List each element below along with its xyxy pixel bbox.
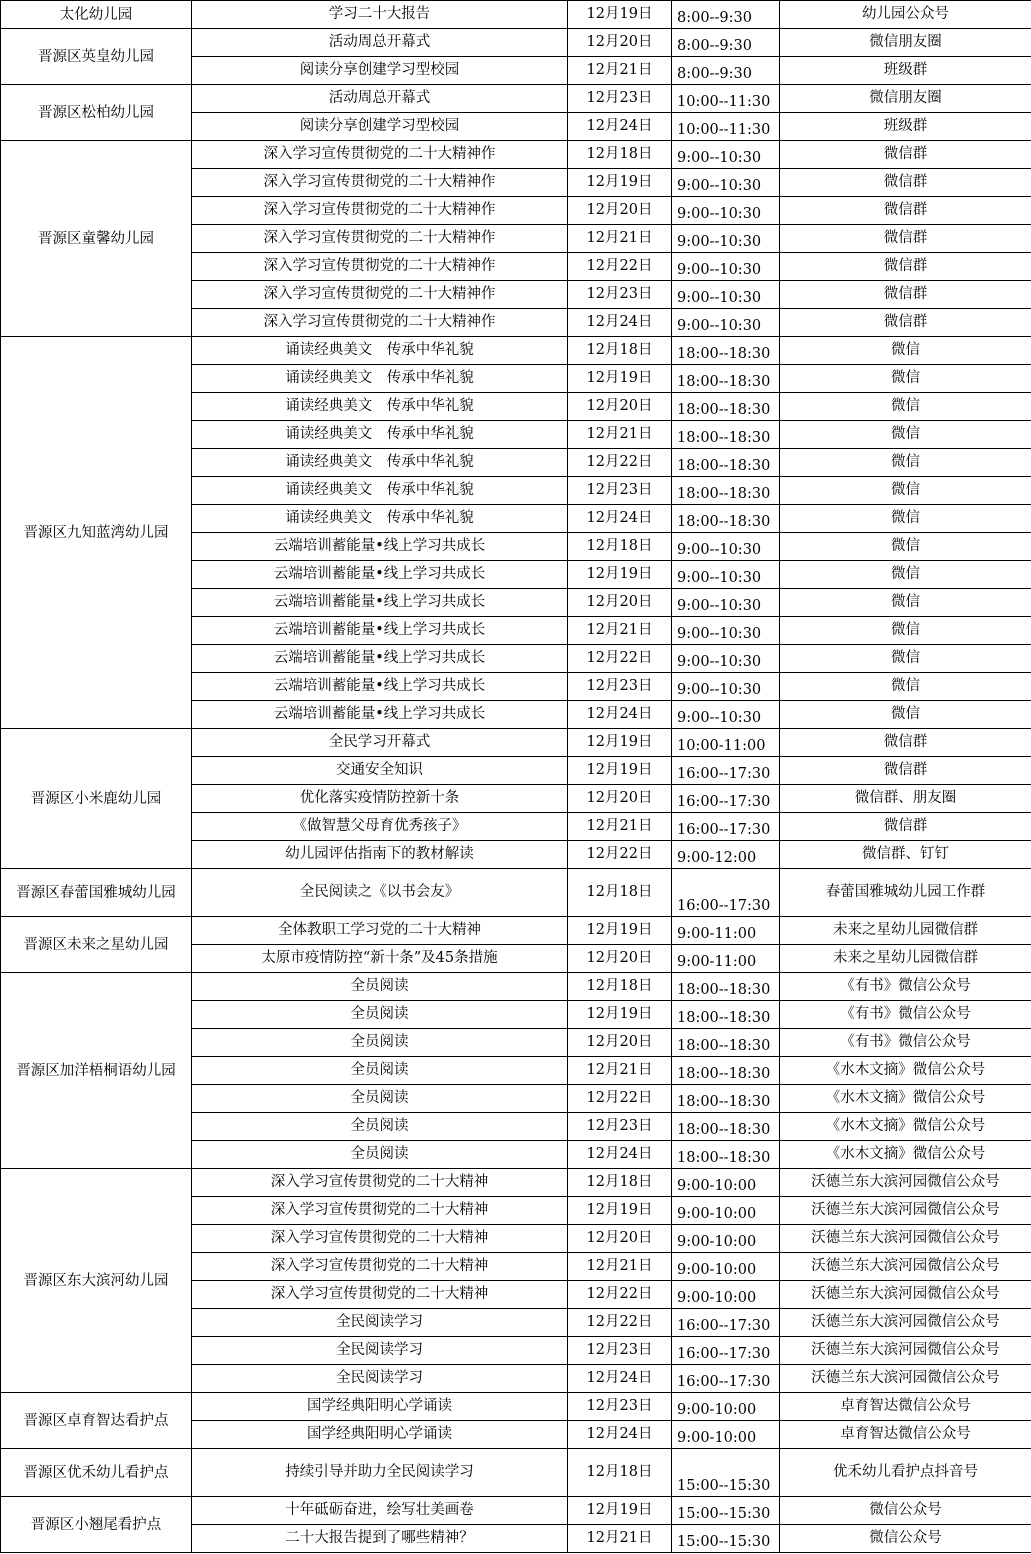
platform-cell: 微信群: [780, 141, 1031, 169]
platform-cell: 沃德兰东大滨河园微信公众号: [780, 1309, 1031, 1337]
time-cell: 16:00--17:30: [672, 813, 780, 841]
activity-cell: 深入学习宣传贯彻党的二十大精神作: [192, 281, 568, 309]
activity-cell: 全民阅读学习: [192, 1337, 568, 1365]
org-name-cell: 晋源区加洋梧桐语幼儿园: [1, 973, 192, 1169]
time-cell: 9:00-10:00: [672, 1225, 780, 1253]
time-cell: 15:00--15:30: [672, 1525, 780, 1553]
schedule-body: [1, 1, 1031, 1553]
time-cell: 9:00--10:30: [672, 617, 780, 645]
org-name-cell: 晋源区未来之星幼儿园: [1, 917, 192, 973]
time-cell: 9:00--10:30: [672, 701, 780, 729]
platform-cell: 幼儿园公众号: [780, 1, 1031, 29]
activity-cell: 幼儿园评估指南下的教材解读: [192, 841, 568, 869]
time-cell: 18:00--18:30: [672, 1085, 780, 1113]
date-cell: 12月20日: [568, 1029, 672, 1057]
platform-cell: 微信: [780, 561, 1031, 589]
date-cell: 12月19日: [568, 169, 672, 197]
time-cell: 9:00-12:00: [672, 841, 780, 869]
time-cell: 9:00--10:30: [672, 253, 780, 281]
platform-cell: 微信: [780, 505, 1031, 533]
platform-cell: 微信朋友圈: [780, 29, 1031, 57]
date-cell: 12月23日: [568, 85, 672, 113]
platform-cell: 优禾幼儿看护点抖音号: [780, 1449, 1031, 1497]
time-cell: 9:00--10:30: [672, 309, 780, 337]
platform-cell: 未来之星幼儿园微信群: [780, 917, 1031, 945]
table-row: [1, 1, 1031, 29]
table-row: [1, 337, 1031, 365]
time-cell: 18:00--18:30: [672, 973, 780, 1001]
org-name-cell: 晋源区松柏幼儿园: [1, 85, 192, 141]
time-cell: 10:00-11:00: [672, 729, 780, 757]
date-cell: 12月21日: [568, 225, 672, 253]
platform-cell: 微信公众号: [780, 1497, 1031, 1525]
date-cell: 12月23日: [568, 1393, 672, 1421]
platform-cell: 《水木文摘》微信公众号: [780, 1141, 1031, 1169]
platform-cell: 班级群: [780, 57, 1031, 85]
date-cell: 12月21日: [568, 1253, 672, 1281]
time-cell: 9:00--10:30: [672, 589, 780, 617]
date-cell: 12月18日: [568, 1449, 672, 1497]
activity-cell: 诵读经典美文 传承中华礼貌: [192, 365, 568, 393]
activity-cell: 全员阅读: [192, 1085, 568, 1113]
time-cell: 8:00--9:30: [672, 1, 780, 29]
date-cell: 12月23日: [568, 281, 672, 309]
platform-cell: 《水木文摘》微信公众号: [780, 1113, 1031, 1141]
date-cell: 12月19日: [568, 917, 672, 945]
activity-cell: 全员阅读: [192, 1057, 568, 1085]
org-name-cell: 晋源区九知蓝湾幼儿园: [1, 337, 192, 729]
platform-cell: 沃德兰东大滨河园微信公众号: [780, 1281, 1031, 1309]
table-row: [1, 29, 1031, 57]
platform-cell: 微信群: [780, 197, 1031, 225]
date-cell: 12月19日: [568, 1001, 672, 1029]
platform-cell: 《水木文摘》微信公众号: [780, 1057, 1031, 1085]
activity-cell: 优化落实疫情防控新十条: [192, 785, 568, 813]
activity-cell: 诵读经典美文 传承中华礼貌: [192, 477, 568, 505]
org-name-cell: 晋源区东大滨河幼儿园: [1, 1169, 192, 1393]
date-cell: 12月19日: [568, 1, 672, 29]
activity-cell: 国学经典阳明心学诵读: [192, 1421, 568, 1449]
platform-cell: 沃德兰东大滨河园微信公众号: [780, 1253, 1031, 1281]
platform-cell: 微信公众号: [780, 1525, 1031, 1553]
time-cell: 18:00--18:30: [672, 337, 780, 365]
time-cell: 16:00--17:30: [672, 869, 780, 917]
date-cell: 12月20日: [568, 589, 672, 617]
platform-cell: 卓育智达微信公众号: [780, 1421, 1031, 1449]
activity-cell: 深入学习宣传贯彻党的二十大精神: [192, 1253, 568, 1281]
platform-cell: 微信: [780, 617, 1031, 645]
platform-cell: 《有书》微信公众号: [780, 1001, 1031, 1029]
date-cell: 12月19日: [568, 757, 672, 785]
time-cell: 9:00-10:00: [672, 1197, 780, 1225]
table-row: [1, 869, 1031, 917]
time-cell: 18:00--18:30: [672, 1141, 780, 1169]
platform-cell: 微信: [780, 673, 1031, 701]
activity-cell: 二十大报告提到了哪些精神？: [192, 1525, 568, 1553]
activity-cell: 诵读经典美文 传承中华礼貌: [192, 393, 568, 421]
date-cell: 12月22日: [568, 1085, 672, 1113]
activity-cell: 诵读经典美文 传承中华礼貌: [192, 505, 568, 533]
platform-cell: 《有书》微信公众号: [780, 973, 1031, 1001]
activity-cell: 诵读经典美文 传承中华礼貌: [192, 449, 568, 477]
activity-cell: 诵读经典美文 传承中华礼貌: [192, 337, 568, 365]
activity-cell: 云端培训蓄能量•线上学习共成长: [192, 589, 568, 617]
activity-cell: 全民阅读学习: [192, 1309, 568, 1337]
time-cell: 9:00--10:30: [672, 561, 780, 589]
activity-cell: 深入学习宣传贯彻党的二十大精神作: [192, 197, 568, 225]
platform-cell: 沃德兰东大滨河园微信公众号: [780, 1169, 1031, 1197]
platform-cell: 沃德兰东大滨河园微信公众号: [780, 1225, 1031, 1253]
activity-cell: 深入学习宣传贯彻党的二十大精神: [192, 1225, 568, 1253]
table-row: [1, 85, 1031, 113]
org-name-cell: 晋源区优禾幼儿看护点: [1, 1449, 192, 1497]
activity-cell: 学习二十大报告: [192, 1, 568, 29]
time-cell: 18:00--18:30: [672, 477, 780, 505]
date-cell: 12月24日: [568, 1141, 672, 1169]
activity-cell: 全员阅读: [192, 1001, 568, 1029]
activity-cell: 全民学习开幕式: [192, 729, 568, 757]
org-name-cell: 晋源区春蕾国雅城幼儿园: [1, 869, 192, 917]
time-cell: 9:00-11:00: [672, 917, 780, 945]
date-cell: 12月23日: [568, 1337, 672, 1365]
time-cell: 9:00--10:30: [672, 533, 780, 561]
time-cell: 18:00--18:30: [672, 1113, 780, 1141]
date-cell: 12月19日: [568, 1197, 672, 1225]
platform-cell: 微信: [780, 449, 1031, 477]
platform-cell: 微信群: [780, 253, 1031, 281]
table-row: [1, 729, 1031, 757]
time-cell: 9:00-11:00: [672, 945, 780, 973]
platform-cell: 微信: [780, 337, 1031, 365]
date-cell: 12月23日: [568, 1113, 672, 1141]
time-cell: 9:00--10:30: [672, 197, 780, 225]
table-row: [1, 1393, 1031, 1421]
platform-cell: 沃德兰东大滨河园微信公众号: [780, 1337, 1031, 1365]
platform-cell: 班级群: [780, 113, 1031, 141]
platform-cell: 卓育智达微信公众号: [780, 1393, 1031, 1421]
activity-cell: 全民阅读之《以书会友》: [192, 869, 568, 917]
date-cell: 12月18日: [568, 1169, 672, 1197]
date-cell: 12月24日: [568, 1421, 672, 1449]
activity-cell: 全员阅读: [192, 1141, 568, 1169]
date-cell: 12月23日: [568, 477, 672, 505]
date-cell: 12月21日: [568, 57, 672, 85]
platform-cell: 春蕾国雅城幼儿园工作群: [780, 869, 1031, 917]
time-cell: 18:00--18:30: [672, 365, 780, 393]
platform-cell: 微信群: [780, 757, 1031, 785]
time-cell: 9:00--10:30: [672, 169, 780, 197]
time-cell: 15:00--15:30: [672, 1449, 780, 1497]
date-cell: 12月19日: [568, 561, 672, 589]
time-cell: 9:00--10:30: [672, 141, 780, 169]
time-cell: 9:00-10:00: [672, 1253, 780, 1281]
activity-cell: 深入学习宣传贯彻党的二十大精神: [192, 1197, 568, 1225]
time-cell: 9:00-10:00: [672, 1393, 780, 1421]
activity-cell: 云端培训蓄能量•线上学习共成长: [192, 645, 568, 673]
platform-cell: 微信: [780, 589, 1031, 617]
date-cell: 12月21日: [568, 1057, 672, 1085]
activity-cell: 持续引导并助力全民阅读学习: [192, 1449, 568, 1497]
table-row: [1, 141, 1031, 169]
activity-cell: 深入学习宣传贯彻党的二十大精神作: [192, 141, 568, 169]
date-cell: 12月24日: [568, 113, 672, 141]
time-cell: 10:00--11:30: [672, 113, 780, 141]
activity-cell: 深入学习宣传贯彻党的二十大精神: [192, 1281, 568, 1309]
time-cell: 18:00--18:30: [672, 1029, 780, 1057]
time-cell: 9:00--10:30: [672, 673, 780, 701]
activity-cell: 阅读分享创建学习型校园: [192, 57, 568, 85]
platform-cell: 沃德兰东大滨河园微信公众号: [780, 1365, 1031, 1393]
platform-cell: 微信群: [780, 309, 1031, 337]
activity-cell: 全体教职工学习党的二十大精神: [192, 917, 568, 945]
platform-cell: 微信群: [780, 169, 1031, 197]
activity-cell: 深入学习宣传贯彻党的二十大精神作: [192, 169, 568, 197]
activity-cell: 太原市疫情防控“新十条”及45条措施: [192, 945, 568, 973]
org-name-cell: 晋源区卓育智达看护点: [1, 1393, 192, 1449]
platform-cell: 未来之星幼儿园微信群: [780, 945, 1031, 973]
activity-cell: 诵读经典美文 传承中华礼貌: [192, 421, 568, 449]
date-cell: 12月24日: [568, 505, 672, 533]
time-cell: 16:00--17:30: [672, 1309, 780, 1337]
time-cell: 9:00-10:00: [672, 1281, 780, 1309]
date-cell: 12月24日: [568, 701, 672, 729]
date-cell: 12月22日: [568, 1281, 672, 1309]
date-cell: 12月22日: [568, 645, 672, 673]
activity-cell: 深入学习宣传贯彻党的二十大精神: [192, 1169, 568, 1197]
platform-cell: 微信群: [780, 729, 1031, 757]
time-cell: 18:00--18:30: [672, 421, 780, 449]
activity-cell: 云端培训蓄能量•线上学习共成长: [192, 673, 568, 701]
activity-cell: 云端培训蓄能量•线上学习共成长: [192, 701, 568, 729]
activity-cell: 《做智慧父母育优秀孩子》: [192, 813, 568, 841]
date-cell: 12月23日: [568, 673, 672, 701]
date-cell: 12月18日: [568, 869, 672, 917]
platform-cell: 微信群: [780, 281, 1031, 309]
activity-cell: 深入学习宣传贯彻党的二十大精神作: [192, 309, 568, 337]
platform-cell: 微信群、朋友圈: [780, 785, 1031, 813]
date-cell: 12月22日: [568, 253, 672, 281]
date-cell: 12月20日: [568, 785, 672, 813]
date-cell: 12月24日: [568, 1365, 672, 1393]
table-row: [1, 917, 1031, 945]
platform-cell: 微信: [780, 701, 1031, 729]
date-cell: 12月19日: [568, 1497, 672, 1525]
date-cell: 12月18日: [568, 141, 672, 169]
platform-cell: 《有书》微信公众号: [780, 1029, 1031, 1057]
time-cell: 15:00--15:30: [672, 1497, 780, 1525]
time-cell: 9:00--10:30: [672, 225, 780, 253]
date-cell: 12月22日: [568, 449, 672, 477]
platform-cell: 微信: [780, 365, 1031, 393]
org-name-cell: 晋源区童馨幼儿园: [1, 141, 192, 337]
table-row: [1, 1449, 1031, 1497]
table-row: [1, 1497, 1031, 1525]
time-cell: 18:00--18:30: [672, 1001, 780, 1029]
time-cell: 18:00--18:30: [672, 505, 780, 533]
activity-cell: 全员阅读: [192, 973, 568, 1001]
table-row: [1, 1169, 1031, 1197]
date-cell: 12月24日: [568, 309, 672, 337]
time-cell: 9:00--10:30: [672, 645, 780, 673]
date-cell: 12月19日: [568, 729, 672, 757]
activity-cell: 交通安全知识: [192, 757, 568, 785]
activity-cell: 云端培训蓄能量•线上学习共成长: [192, 617, 568, 645]
time-cell: 16:00--17:30: [672, 757, 780, 785]
activity-cell: 云端培训蓄能量•线上学习共成长: [192, 533, 568, 561]
date-cell: 12月20日: [568, 29, 672, 57]
time-cell: 18:00--18:30: [672, 449, 780, 477]
activity-cell: 活动周总开幕式: [192, 85, 568, 113]
time-cell: 16:00--17:30: [672, 1337, 780, 1365]
date-cell: 12月20日: [568, 197, 672, 225]
date-cell: 12月22日: [568, 841, 672, 869]
date-cell: 12月20日: [568, 1225, 672, 1253]
date-cell: 12月20日: [568, 393, 672, 421]
date-cell: 12月21日: [568, 421, 672, 449]
platform-cell: 微信群: [780, 813, 1031, 841]
org-name-cell: 晋源区小翘尾看护点: [1, 1497, 192, 1553]
org-name-cell: 晋源区英皇幼儿园: [1, 29, 192, 85]
activity-cell: 全员阅读: [192, 1113, 568, 1141]
time-cell: 8:00--9:30: [672, 29, 780, 57]
time-cell: 8:00--9:30: [672, 57, 780, 85]
time-cell: 9:00--10:30: [672, 281, 780, 309]
time-cell: 9:00-10:00: [672, 1169, 780, 1197]
date-cell: 12月19日: [568, 365, 672, 393]
time-cell: 16:00--17:30: [672, 785, 780, 813]
activity-cell: 活动周总开幕式: [192, 29, 568, 57]
activity-cell: 深入学习宣传贯彻党的二十大精神作: [192, 225, 568, 253]
date-cell: 12月18日: [568, 973, 672, 1001]
platform-cell: 微信朋友圈: [780, 85, 1031, 113]
time-cell: 18:00--18:30: [672, 393, 780, 421]
activity-cell: 十年砥砺奋进，绘写壮美画卷: [192, 1497, 568, 1525]
platform-cell: 微信群、钉钉: [780, 841, 1031, 869]
platform-cell: 《水木文摘》微信公众号: [780, 1085, 1031, 1113]
platform-cell: 微信: [780, 393, 1031, 421]
time-cell: 10:00--11:30: [672, 85, 780, 113]
activity-cell: 全员阅读: [192, 1029, 568, 1057]
time-cell: 18:00--18:30: [672, 1057, 780, 1085]
org-name-cell: 晋源区小米鹿幼儿园: [1, 729, 192, 869]
activity-cell: 阅读分享创建学习型校园: [192, 113, 568, 141]
date-cell: 12月21日: [568, 813, 672, 841]
activity-cell: 全民阅读学习: [192, 1365, 568, 1393]
time-cell: 16:00--17:30: [672, 1365, 780, 1393]
time-cell: 9:00-10:00: [672, 1421, 780, 1449]
platform-cell: 微信: [780, 533, 1031, 561]
activity-cell: 云端培训蓄能量•线上学习共成长: [192, 561, 568, 589]
platform-cell: 微信群: [780, 225, 1031, 253]
date-cell: 12月18日: [568, 337, 672, 365]
platform-cell: 微信: [780, 645, 1031, 673]
date-cell: 12月18日: [568, 533, 672, 561]
platform-cell: 微信: [780, 421, 1031, 449]
date-cell: 12月20日: [568, 945, 672, 973]
date-cell: 12月21日: [568, 1525, 672, 1553]
date-cell: 12月21日: [568, 617, 672, 645]
table-row: [1, 973, 1031, 1001]
activity-cell: 深入学习宣传贯彻党的二十大精神作: [192, 253, 568, 281]
platform-cell: 微信: [780, 477, 1031, 505]
platform-cell: 沃德兰东大滨河园微信公众号: [780, 1197, 1031, 1225]
org-name-cell: 太化幼儿园: [1, 1, 192, 29]
activity-cell: 国学经典阳明心学诵读: [192, 1393, 568, 1421]
date-cell: 12月22日: [568, 1309, 672, 1337]
